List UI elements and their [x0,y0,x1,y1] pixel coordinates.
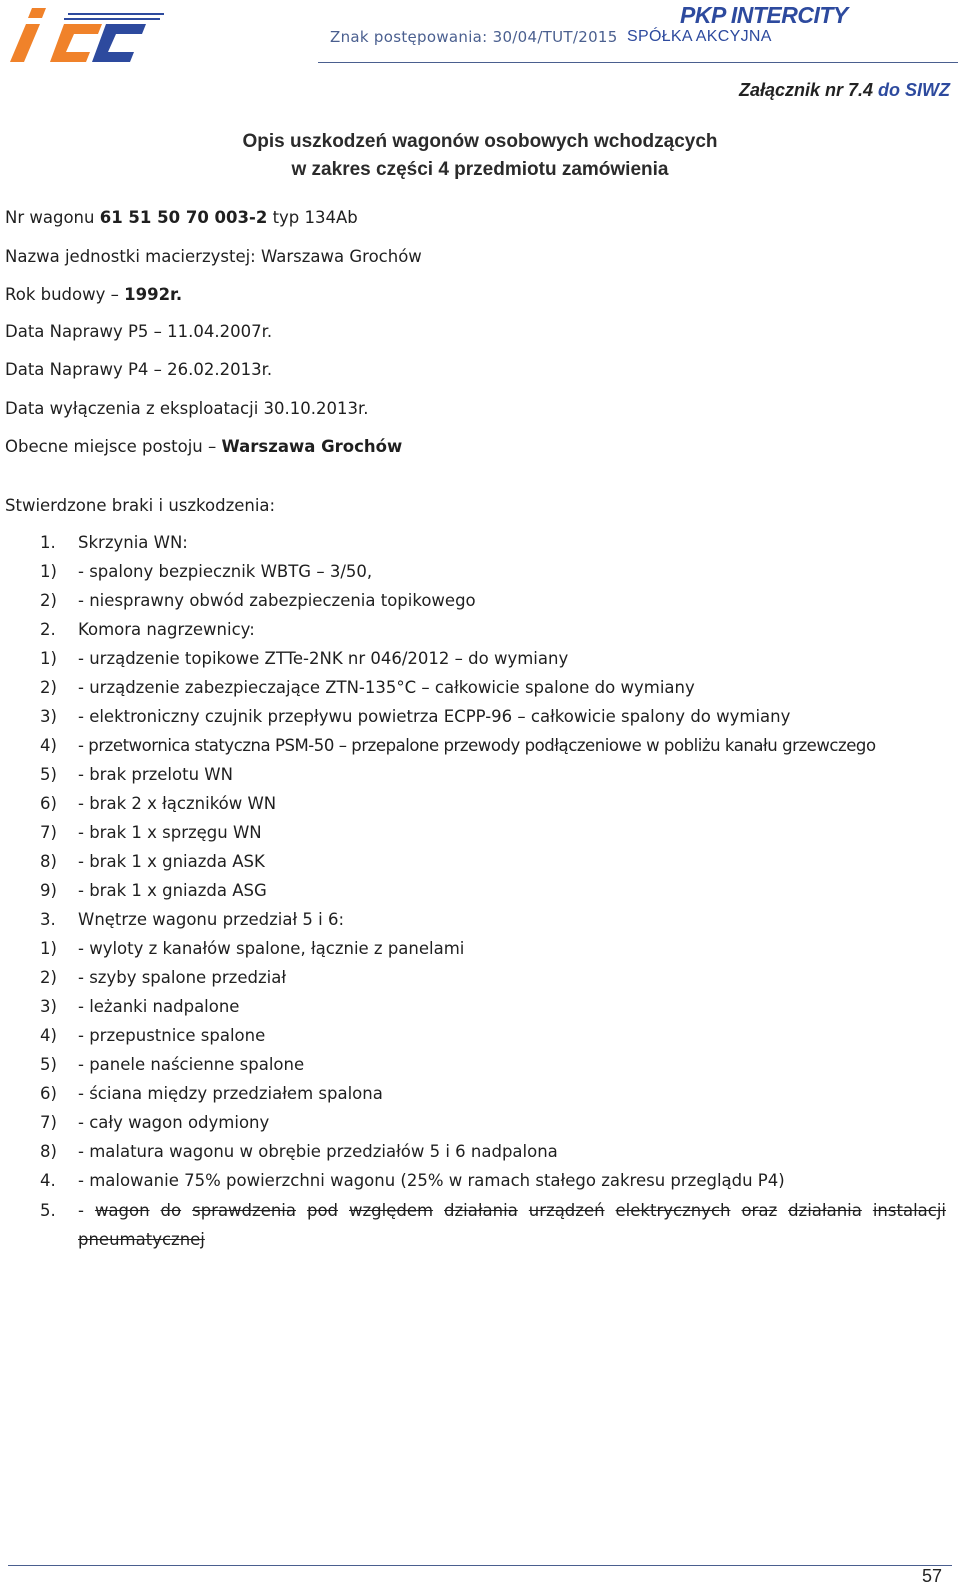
list-item: - przepustnice spalone [78,1026,266,1045]
footer-divider [8,1565,952,1566]
header-divider [318,62,958,63]
wagon-prefix: Nr wagonu [5,208,100,227]
annex-main: Załącznik nr 7.4 [738,80,874,100]
struck-word: oraz [741,1201,778,1220]
list-item: - urządzenie zabezpieczające ZTN-135°C – całkowicie spalone do wymiany [78,678,695,697]
brand-subtitle: SPÓŁKA AKCYJNA [627,28,772,45]
list-item-number: 8) [40,1142,57,1161]
list-item: - urządzenie topikowe ZTTe-2NK nr 046/2012 – do wymiany [78,649,569,668]
list-item: - brak 1 x sprzęgu WN [78,823,262,842]
list-item: - przetwornica statyczna PSM-50 – przepalone przewody podłączeniowe w pobliżu kanału grzewczego [78,736,876,755]
list-item: - brak 1 x gniazda ASK [78,852,265,871]
list-item-number: 2) [40,591,57,610]
section-5-number: 5. [40,1201,56,1220]
list-item: - szyby spalone przedział [78,968,287,987]
list-item-number: 3) [40,997,57,1016]
list-item-number: 4) [40,736,57,755]
list-item-number: 5) [40,1055,57,1074]
list-item-number: 8) [40,852,57,871]
list-item-number: 1) [40,939,57,958]
list-item-number: 5) [40,765,57,784]
document-title [200,128,760,184]
findings-label: Stwierdzone braki i uszkodzenia: [5,496,276,515]
annex-label [739,80,950,101]
section-5-dash: - [78,1201,84,1220]
section-4-number: 4. [40,1171,56,1190]
section-2-number: 2. [40,620,56,639]
icc-logo [6,4,166,66]
list-item-number: 9) [40,881,57,900]
build-year-value: 1992r. [124,285,183,304]
wagon-number: 61 51 50 70 003-2 [99,208,268,227]
section-5-line-2: pneumatycznej [78,1230,205,1249]
struck-word: instalacji [872,1201,946,1220]
list-item: - cały wagon odymiony [78,1113,270,1132]
wagon-type: typ 134Ab [267,208,358,227]
page-number: 57 [921,1566,942,1586]
list-item: - brak 2 x łączników WN [78,794,277,813]
home-unit-line: Nazwa jednostki macierzystej: Warszawa Grochów [5,247,422,266]
decommission-line: Data wyłączenia z eksploatacji 30.10.2013r. [5,399,369,418]
struck-word: pod [306,1201,339,1220]
list-item: - brak przelotu WN [78,765,233,784]
build-year-line [5,285,182,304]
list-item-number: 7) [40,823,57,842]
list-item-number: 2) [40,678,57,697]
list-item-number: 1) [40,562,57,581]
location-value: Warszawa Grochów [221,437,403,456]
icc-logo-icon [6,4,166,66]
list-item: - malatura wagonu w obrębie przedziałów 5 i 6 nadpalona [78,1142,558,1161]
repair-p5-line: Data Naprawy P5 – 11.04.2007r. [5,322,273,341]
wagon-number-line [5,208,358,227]
list-item-number: 4) [40,1026,57,1045]
repair-p4-line: Data Naprawy P4 – 26.02.2013r. [5,360,273,379]
section-1-number: 1. [40,533,56,552]
list-item: - brak 1 x gniazda ASG [78,881,267,900]
brand-name: PKP INTERCITY [680,2,848,28]
struck-word: urządzeń [528,1201,605,1220]
struck-word: do [160,1201,182,1220]
struck-word: działania [788,1201,862,1220]
section-5-text [78,1201,946,1220]
list-item: - elektroniczny czujnik przepływu powietrza ECPP-96 – całkowicie spalony do wymiany [78,707,791,726]
struck-word: względem [348,1201,434,1220]
list-item: - niesprawny obwód zabezpieczenia topikowego [78,591,476,610]
section-2-title: Komora nagrzewnicy: [78,620,255,639]
list-item-number: 6) [40,1084,57,1103]
section-1-title: Skrzynia WN: [78,533,188,552]
title-line-2: w zakres części 4 przedmiotu zamówienia [291,159,669,180]
section-3-title: Wnętrze wagonu przedział 5 i 6: [78,910,345,929]
list-item: - spalony bezpiecznik WBTG – 3/50, [78,562,373,581]
annex-rest: do SIWZ [873,80,950,100]
list-item-number: 6) [40,794,57,813]
title-line-1: Opis uszkodzeń wagonów osobowych wchodzących [242,131,718,152]
list-item: - ściana między przedziałem spalona [78,1084,383,1103]
list-item-number: 2) [40,968,57,987]
list-item-number: 1) [40,649,57,668]
section-4-text: - malowanie 75% powierzchni wagonu (25% w ramach stałego zakresu przeglądu P4) [78,1171,785,1190]
list-item-number: 7) [40,1113,57,1132]
list-item: - panele naścienne spalone [78,1055,305,1074]
struck-word: sprawdzenia [192,1201,296,1220]
list-item: - wyloty z kanałów spalone, łącznie z panelami [78,939,465,958]
section-3-number: 3. [40,910,56,929]
struck-word: wagon [94,1201,150,1220]
list-item: - leżanki nadpalone [78,997,240,1016]
location-label: Obecne miejsce postoju – [5,437,222,456]
struck-word: działania [444,1201,518,1220]
struck-word: elektrycznych [615,1201,731,1220]
procedure-number: Znak postępowania: 30/04/TUT/2015 [330,28,618,46]
location-line [5,437,402,456]
build-year-label: Rok budowy – [5,285,125,304]
list-item-number: 3) [40,707,57,726]
